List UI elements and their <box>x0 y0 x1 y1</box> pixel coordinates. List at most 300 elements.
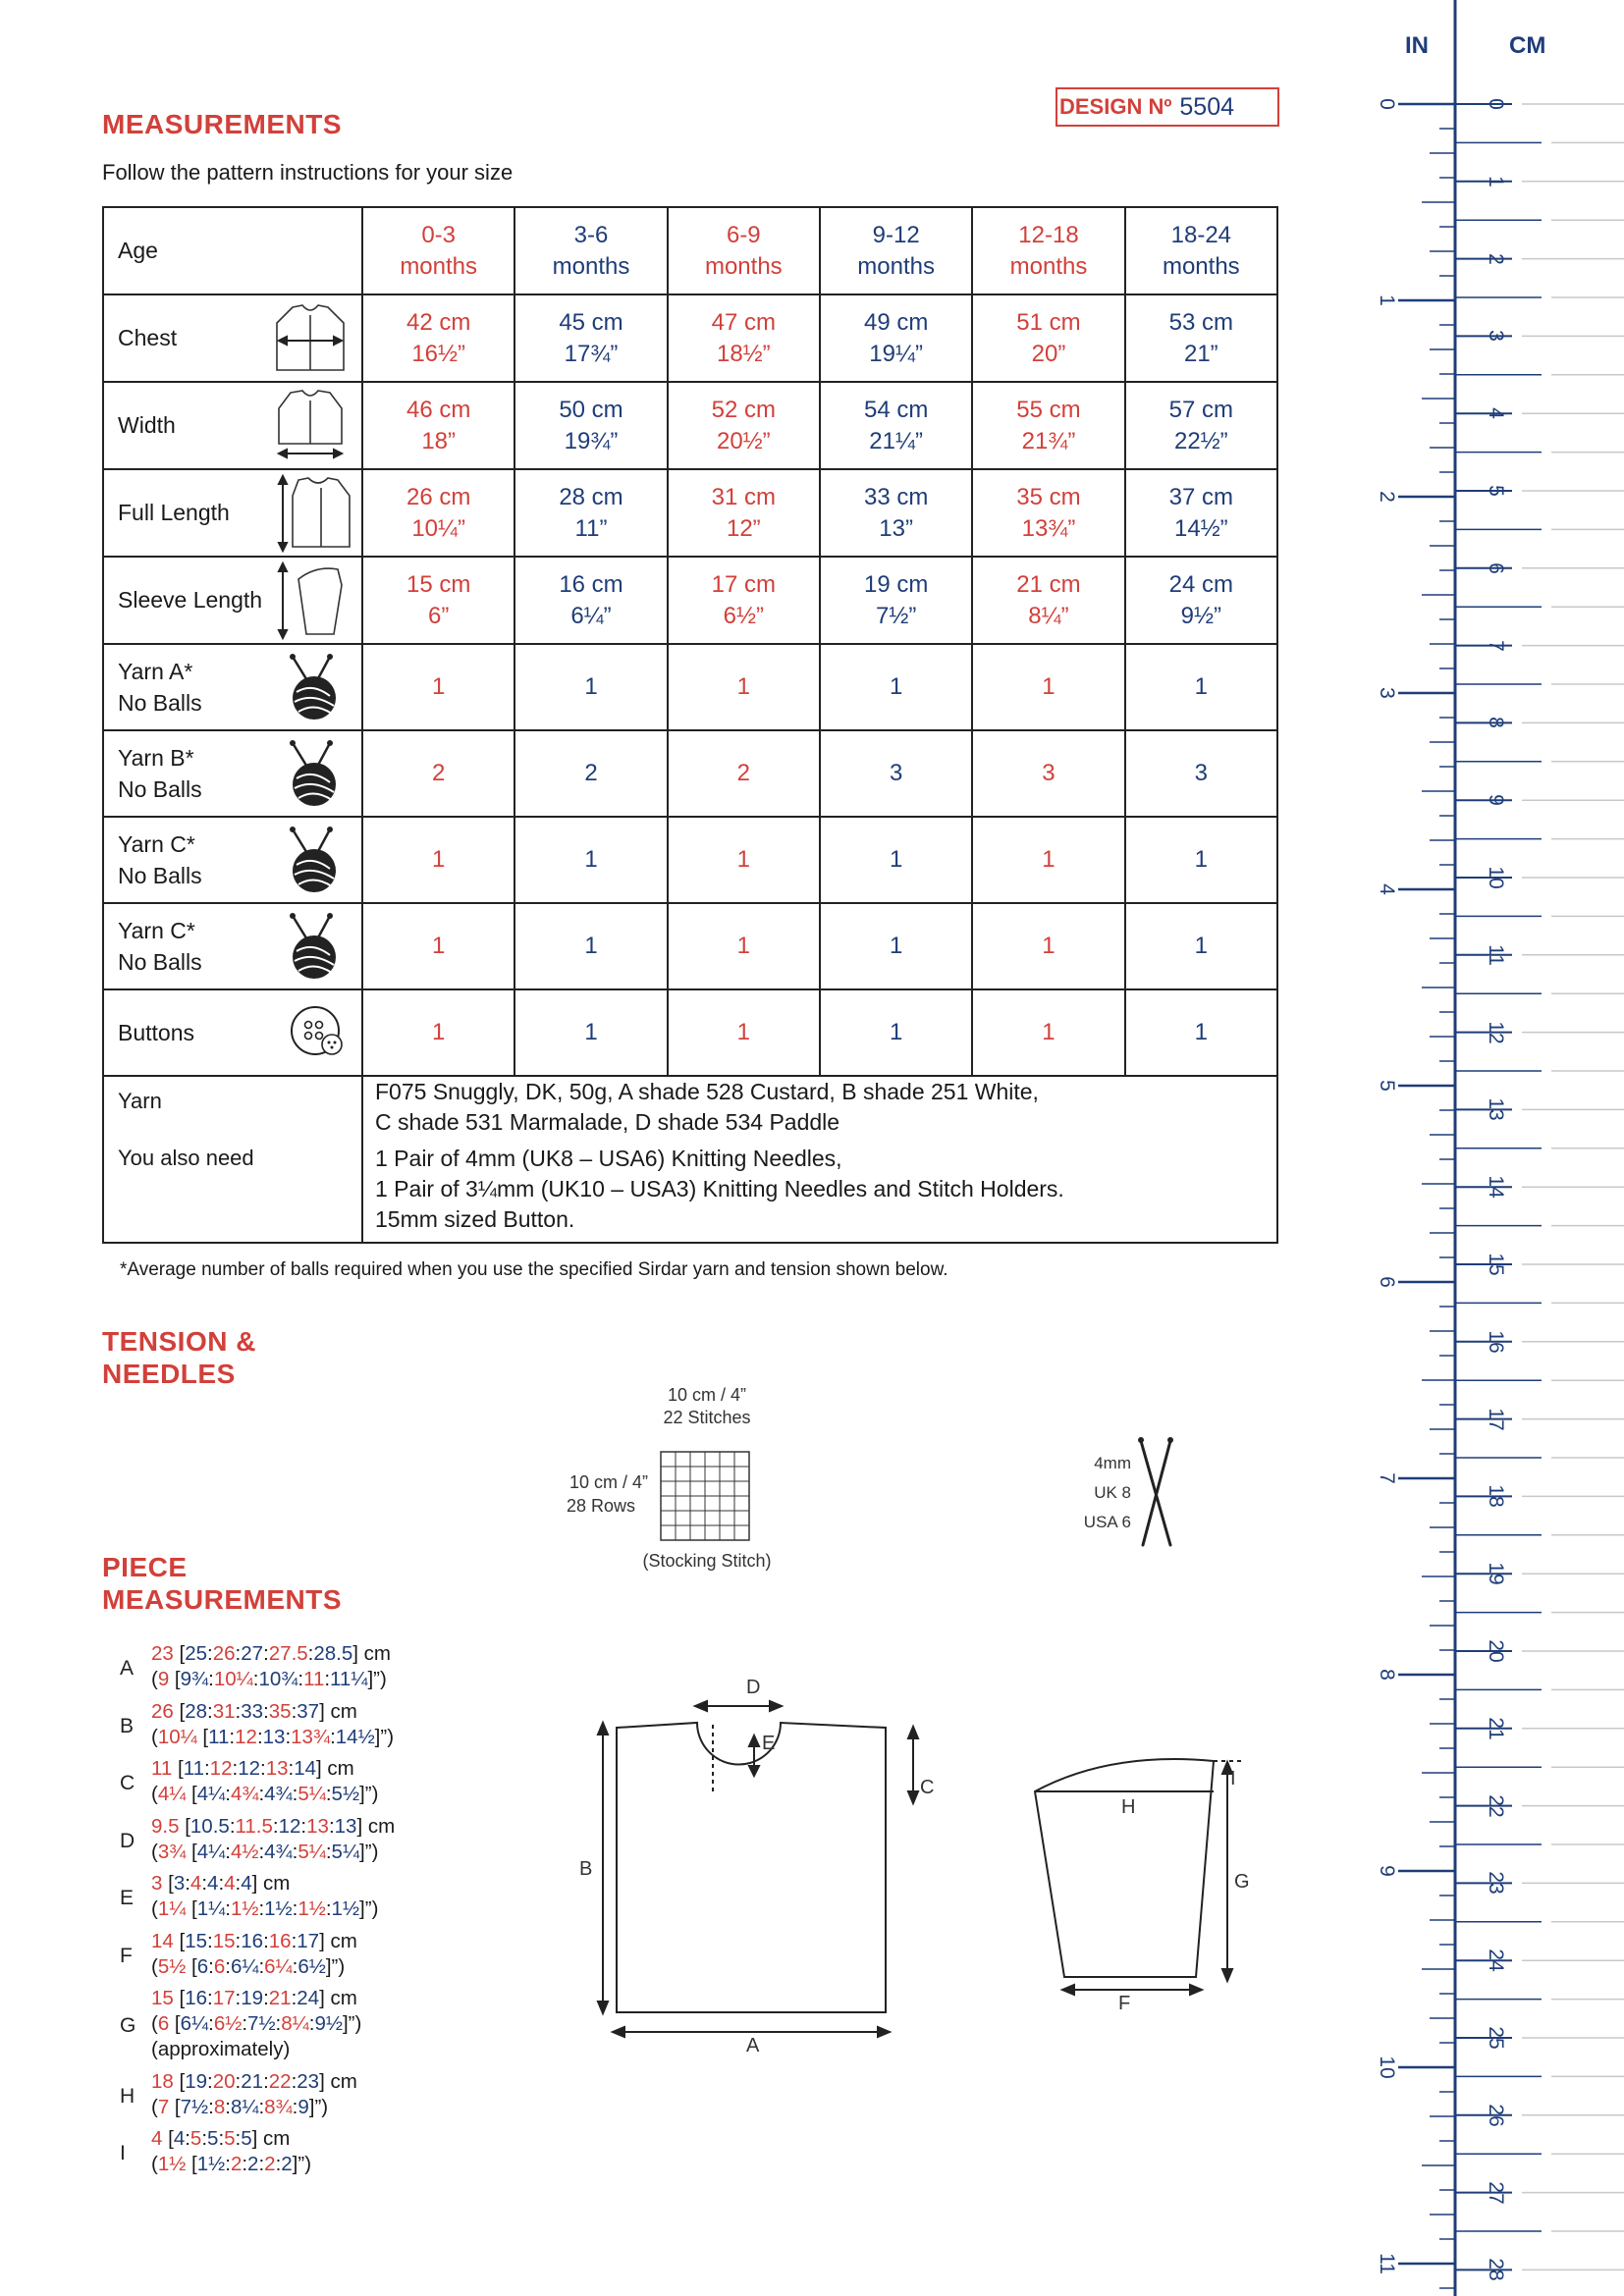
table-row <box>103 817 1277 903</box>
size-value: 5¼ <box>298 1841 326 1863</box>
inch-value: 16½” <box>411 340 466 367</box>
table-cell <box>514 557 667 644</box>
yarn-ball-icon <box>283 912 342 990</box>
cm-value: 57 cm <box>1168 396 1233 423</box>
size-value: 37 <box>297 1700 320 1723</box>
size-value: 13 <box>334 1815 357 1838</box>
inch-value: 17¾” <box>564 340 619 367</box>
imperial-line: (10¼ [11:12:13:13¾:14½]”) <box>151 1726 395 1748</box>
size-value: 2 <box>281 2153 293 2175</box>
row-label-cell <box>103 903 362 989</box>
table-cell <box>972 469 1124 557</box>
size-range: 18-24 <box>1170 221 1232 248</box>
size-header <box>820 207 972 294</box>
size-value: 24 <box>297 1987 320 2009</box>
label-d: D <box>746 1677 761 1698</box>
inch-number: 6 <box>1376 1276 1398 1288</box>
size-value: 4 <box>151 2127 163 2150</box>
inch-number: 0 <box>1376 98 1398 110</box>
width-garment-icon <box>273 389 348 469</box>
inch-value: 12” <box>726 514 761 542</box>
size-value: 1½ <box>230 1897 259 1920</box>
table-cell: 1 <box>820 989 972 1076</box>
size-value: 7½ <box>247 2012 276 2035</box>
size-value: 15 <box>212 1930 236 1952</box>
need-text: 1 Pair of 3¼mm (UK10 – USA3) Knitting Needles and Stitch Holders. <box>375 1176 1064 1201</box>
design-label: DESIGN Nº <box>1059 94 1172 119</box>
size-value: 5 <box>189 2127 202 2150</box>
table-cell <box>972 382 1124 469</box>
size-value: 6 <box>213 1955 226 1978</box>
table-cell <box>668 469 820 557</box>
table-cell: 1 <box>972 644 1124 730</box>
inch-value: 20½” <box>716 427 771 454</box>
needle-uk: UK 8 <box>1094 1483 1131 1502</box>
table-cell <box>362 469 514 557</box>
size-value: 6¼ <box>180 2012 209 2035</box>
tension-left-line1: 10 cm / 4” <box>568 1472 648 1492</box>
table-cell <box>820 382 972 469</box>
size-value: 21 <box>241 2070 264 2093</box>
measurements-table <box>102 206 1278 1244</box>
label-g: G <box>1234 1871 1250 1893</box>
piece-heading-line1: PIECE <box>102 1552 188 1582</box>
measurements-heading: MEASUREMENTS <box>102 109 343 139</box>
cm-value: 46 cm <box>406 396 471 423</box>
cm-number: 13 <box>1485 1097 1507 1122</box>
button-icon <box>289 1004 348 1065</box>
table-row <box>103 989 1277 1076</box>
cm-value: 42 cm <box>406 308 471 336</box>
label-e: E <box>762 1733 776 1754</box>
size-value: 1½ <box>331 1897 360 1920</box>
cm-value: 50 cm <box>559 396 623 423</box>
table-cell: 1 <box>362 989 514 1076</box>
size-value: 2 <box>247 2153 259 2175</box>
cm-value: 35 cm <box>1016 483 1081 510</box>
cm-number: 14 <box>1485 1175 1507 1199</box>
metric-line: 4 [4:5:5:5:5] cm <box>151 2127 291 2150</box>
table-cell <box>668 557 820 644</box>
cm-value: 33 cm <box>863 483 929 510</box>
size-range: 12-18 <box>1018 221 1079 248</box>
need-text: 15mm sized Button. <box>375 1206 575 1232</box>
size-header <box>972 207 1124 294</box>
size-value: 6½ <box>213 2012 243 2035</box>
size-value: 1½ <box>157 2153 187 2175</box>
cm-value: 47 cm <box>711 308 776 336</box>
table-cell: 1 <box>514 903 667 989</box>
metric-line: 18 [19:20:21:22:23] cm <box>151 2070 357 2093</box>
size-value: 5 <box>241 2127 252 2150</box>
piece-letter: E <box>120 1887 135 1909</box>
size-value: 8¾ <box>264 2096 293 2118</box>
size-value: 1½ <box>264 1897 293 1920</box>
table-cell <box>514 294 667 382</box>
inch-value: 20” <box>1031 340 1066 367</box>
knitting-needles-icon <box>1137 1435 1176 1551</box>
cm-number: 28 <box>1485 2258 1507 2282</box>
inch-value: 19¾” <box>564 427 619 454</box>
size-value: 19 <box>241 1987 264 2009</box>
label-h: H <box>1121 1796 1136 1818</box>
size-value: 4¾ <box>264 1783 293 1805</box>
metric-line: 11 [11:12:12:13:14] cm <box>151 1757 354 1780</box>
size-value: 14 <box>294 1757 317 1780</box>
cm-value: 15 cm <box>406 570 471 598</box>
size-value: 26 <box>151 1700 174 1723</box>
size-value: 16 <box>185 1987 208 2009</box>
inch-number: 11 <box>1376 2253 1398 2274</box>
cm-number: 0 <box>1485 98 1507 110</box>
size-value: 11 <box>303 1668 325 1690</box>
cm-number: 3 <box>1485 330 1507 343</box>
size-range: 0-3 <box>421 221 456 248</box>
cm-number: 10 <box>1485 866 1507 889</box>
size-value: 4 <box>207 1872 219 1895</box>
metric-line: 23 [25:26:27:27.5:28.5] cm <box>151 1642 392 1665</box>
table-cell <box>1125 469 1277 557</box>
size-value: 15 <box>185 1930 208 1952</box>
cm-value: 52 cm <box>711 396 776 423</box>
inch-value: 6” <box>427 602 450 629</box>
cm-number: 7 <box>1485 639 1507 652</box>
need-text: 1 Pair of 4mm (UK8 – USA6) Knitting Needles, <box>375 1146 842 1171</box>
chest-garment-icon <box>273 301 348 382</box>
table-row <box>103 903 1277 989</box>
size-value: 4 <box>189 1872 202 1895</box>
cm-number: 20 <box>1485 1639 1507 1663</box>
size-value: 6 <box>196 1955 209 1978</box>
size-value: 14 <box>151 1930 174 1952</box>
cm-number: 27 <box>1485 2180 1507 2205</box>
design-number-box <box>1056 87 1279 127</box>
inch-number: 7 <box>1376 1472 1398 1484</box>
size-value: 2 <box>230 2153 243 2175</box>
size-value: 1¼ <box>196 1897 226 1920</box>
piece-letter: D <box>120 1830 135 1852</box>
table-cell <box>972 294 1124 382</box>
size-value: 33 <box>241 1700 264 1723</box>
table-header-row <box>103 207 1277 294</box>
cm-value: 21 cm <box>1016 570 1081 598</box>
cm-value: 17 cm <box>711 570 776 598</box>
row-label: Width <box>118 412 176 438</box>
size-range: 6-9 <box>726 221 761 248</box>
also-need-label: You also need <box>118 1146 254 1170</box>
size-value: 22 <box>268 2070 292 2093</box>
size-value: 5½ <box>157 1955 187 1978</box>
cm-value: 19 cm <box>863 570 929 598</box>
inch-number: 2 <box>1376 491 1398 503</box>
cm-value: 45 cm <box>559 308 623 336</box>
cm-number: 21 <box>1485 1717 1507 1740</box>
inch-value: 21¼” <box>869 427 923 454</box>
piece-letter: I <box>120 2142 126 2164</box>
size-value: 28.5 <box>313 1642 353 1665</box>
length-garment-icon <box>277 474 352 559</box>
imperial-line: (6 [6¼:6½:7½:8¼:9½]”) <box>151 2012 362 2035</box>
size-value: 23 <box>151 1642 174 1665</box>
table-cell <box>362 294 514 382</box>
piece-letter: C <box>120 1772 135 1794</box>
size-value: 13 <box>306 1815 329 1838</box>
yarn-info-text <box>362 1076 1277 1243</box>
age-label: Age <box>103 207 362 294</box>
tension-heading-line1: TENSION & <box>102 1326 256 1357</box>
table-cell: 1 <box>362 817 514 903</box>
piece-measurements-heading <box>102 1551 342 1616</box>
label-c: C <box>920 1777 935 1798</box>
cm-number: 22 <box>1485 1793 1507 1818</box>
unit: cm <box>257 2127 291 2150</box>
cm-value: 51 cm <box>1016 308 1081 336</box>
size-unit: months <box>857 252 935 280</box>
unit: cm <box>357 1642 392 1665</box>
table-row <box>103 294 1277 382</box>
size-value: 4¼ <box>196 1841 226 1863</box>
needle-size: 4mm <box>1094 1454 1131 1472</box>
size-value: 27 <box>241 1642 264 1665</box>
table-cell <box>820 557 972 644</box>
table-cell <box>1125 382 1277 469</box>
sleeve-garment-icon <box>277 561 352 646</box>
size-value: 16 <box>268 1930 292 1952</box>
size-value: 11¼ <box>330 1668 368 1690</box>
table-cell <box>362 382 514 469</box>
table-cell: 1 <box>514 989 667 1076</box>
tension-grid-icon <box>660 1451 750 1541</box>
label-b: B <box>579 1858 593 1880</box>
size-value: 12 <box>209 1757 233 1780</box>
body-piece-diagram <box>579 1674 952 2056</box>
row-label-cell <box>103 730 362 817</box>
cm-number: 18 <box>1485 1484 1507 1509</box>
size-value: 8 <box>213 2096 226 2118</box>
cm-number: 15 <box>1485 1253 1507 1276</box>
label-a: A <box>746 2035 760 2056</box>
size-range: 9-12 <box>872 221 920 248</box>
yarn-label: Yarn A* <box>118 659 193 684</box>
row-label-cell <box>103 644 362 730</box>
cm-number: 8 <box>1485 717 1507 729</box>
balls-label: No Balls <box>118 863 202 888</box>
yarn-label: Yarn B* <box>118 745 194 771</box>
inch-number: 3 <box>1376 687 1398 699</box>
intro-text: Follow the pattern instructions for your size <box>102 160 514 185</box>
inch-value: 6½” <box>723 602 764 629</box>
yarn-info-labels <box>103 1076 362 1243</box>
size-value: 12 <box>238 1757 260 1780</box>
size-value: 17 <box>212 1987 236 2009</box>
balls-label: No Balls <box>118 776 202 802</box>
size-unit: months <box>1009 252 1088 280</box>
size-value: 5 <box>224 2127 236 2150</box>
tension-caption: (Stocking Stitch) <box>642 1551 772 1571</box>
table-cell: 3 <box>972 730 1124 817</box>
size-value: 11 <box>208 1726 230 1748</box>
cm-number: 24 <box>1485 1949 1507 1972</box>
label-f: F <box>1118 1993 1131 2014</box>
size-unit: months <box>400 252 478 280</box>
metric-line: 15 [16:17:19:21:24] cm <box>151 1987 357 2009</box>
size-value: 15 <box>151 1987 174 2009</box>
unit: cm <box>362 1815 396 1838</box>
cm-value: 53 cm <box>1168 308 1233 336</box>
metric-line: 3 [3:4:4:4:4] cm <box>151 1872 291 1895</box>
cm-number: 1 <box>1485 175 1507 187</box>
metric-line: 14 [15:15:16:16:17] cm <box>151 1930 357 1952</box>
table-row <box>103 730 1277 817</box>
table-cell: 1 <box>820 644 972 730</box>
size-range: 3-6 <box>573 221 609 248</box>
inch-value: 22½” <box>1173 427 1228 454</box>
size-value: 1½ <box>196 2153 226 2175</box>
cm-number: 26 <box>1485 2104 1507 2127</box>
imperial-line: (1½ [1½:2:2:2:2]”) <box>151 2153 312 2175</box>
table-cell: 2 <box>362 730 514 817</box>
table-row <box>103 644 1277 730</box>
yarn-text: C shade 531 Marmalade, D shade 534 Paddle <box>375 1109 840 1135</box>
table-cell: 1 <box>1125 817 1277 903</box>
size-value: 1¼ <box>157 1897 187 1920</box>
table-cell: 3 <box>1125 730 1277 817</box>
size-value: 13¾ <box>291 1726 331 1748</box>
piece-letter: B <box>120 1715 135 1737</box>
size-value: 4¼ <box>157 1783 187 1805</box>
size-value: 13 <box>265 1757 289 1780</box>
row-label-cell <box>103 382 362 469</box>
size-value: 6¼ <box>264 1955 293 1978</box>
cm-value: 28 cm <box>559 483 623 510</box>
yarn-label: Yarn C* <box>118 831 195 857</box>
table-cell: 1 <box>514 644 667 730</box>
cm-number: 5 <box>1485 485 1507 497</box>
table-cell: 1 <box>362 644 514 730</box>
table-cell <box>1125 557 1277 644</box>
size-header <box>514 207 667 294</box>
table-cell: 2 <box>668 730 820 817</box>
size-value: 4¾ <box>264 1841 293 1863</box>
size-value: 3¾ <box>157 1841 187 1863</box>
size-value: 5½ <box>331 1783 360 1805</box>
table-row <box>103 557 1277 644</box>
size-value: 5¼ <box>298 1783 326 1805</box>
size-value: 25 <box>185 1642 208 1665</box>
inch-value: 21¾” <box>1021 427 1076 454</box>
table-cell: 3 <box>820 730 972 817</box>
cm-value: 16 cm <box>559 570 623 598</box>
inch-number: 8 <box>1376 1669 1398 1681</box>
cm-number: 19 <box>1485 1562 1507 1585</box>
size-value: 18 <box>151 2070 174 2093</box>
footnote: *Average number of balls required when you use the specified Sirdar yarn and tension shown below. <box>120 1259 948 1280</box>
ruler-in-label: IN <box>1405 32 1429 59</box>
table-cell <box>820 469 972 557</box>
imperial-line: (3¾ [4¼:4½:4¾:5¼:5¼]”) <box>151 1841 379 1863</box>
inch-value: 11” <box>574 514 608 542</box>
tension-heading-line2: NEEDLES <box>102 1359 236 1389</box>
size-value: 6 <box>157 2012 170 2035</box>
size-value: 9¾ <box>180 1668 209 1690</box>
size-value: 2 <box>264 2153 276 2175</box>
inch-number: 4 <box>1376 883 1398 895</box>
size-value: 6¼ <box>230 1955 259 1978</box>
cm-value: 31 cm <box>711 483 776 510</box>
inch-value: 10¼” <box>411 514 466 542</box>
inch-number: 9 <box>1376 1865 1398 1877</box>
inch-value: 6¼” <box>570 602 612 629</box>
table-cell <box>362 557 514 644</box>
imperial-line: (1¼ [1¼:1½:1½:1½:1½]”) <box>151 1897 379 1920</box>
size-value: 20 <box>212 2070 236 2093</box>
size-value: 11 <box>151 1757 173 1780</box>
design-number: 5504 <box>1179 92 1235 121</box>
size-value: 4 <box>173 2127 186 2150</box>
balls-label: No Balls <box>118 949 202 975</box>
ruler-cm-label: CM <box>1509 32 1546 59</box>
size-value: 9 <box>157 1668 170 1690</box>
inch-value: 19¼” <box>869 340 923 367</box>
size-header <box>362 207 514 294</box>
size-unit: months <box>704 252 783 280</box>
cm-number: 23 <box>1485 1871 1507 1896</box>
size-value: 3 <box>173 1872 186 1895</box>
table-cell: 1 <box>820 817 972 903</box>
table-cell: 1 <box>972 903 1124 989</box>
table-cell: 1 <box>820 903 972 989</box>
table-cell: 1 <box>362 903 514 989</box>
size-value: 10¼ <box>157 1726 197 1748</box>
table-cell <box>514 469 667 557</box>
table-cell <box>668 382 820 469</box>
sleeve-piece-diagram <box>1031 1747 1257 2002</box>
cm-value: 54 cm <box>863 396 929 423</box>
size-value: 9.5 <box>151 1815 180 1838</box>
inch-number: 5 <box>1376 1080 1398 1092</box>
label-i: I <box>1230 1768 1236 1789</box>
size-value: 8¼ <box>281 2012 309 2035</box>
size-value: 21 <box>268 1987 292 2009</box>
yarn-label: Yarn <box>118 1089 162 1113</box>
size-value: 12 <box>235 1726 257 1748</box>
metric-line: 9.5 [10.5:11.5:12:13:13] cm <box>151 1815 396 1838</box>
cm-number: 2 <box>1485 252 1507 265</box>
yarn-text: F075 Snuggly, DK, 50g, A shade 528 Custard, B shade 251 White, <box>375 1079 1039 1104</box>
size-value: 4¼ <box>196 1783 226 1805</box>
row-label-cell <box>103 469 362 557</box>
table-cell: 2 <box>514 730 667 817</box>
size-value: 10.5 <box>189 1815 230 1838</box>
size-value: 7 <box>157 2096 170 2118</box>
cm-number: 11 <box>1485 943 1507 966</box>
size-value: 11.5 <box>235 1815 273 1838</box>
cm-value: 55 cm <box>1016 396 1081 423</box>
imperial-line: (4¼ [4¼:4¾:4¾:5¼:5½]”) <box>151 1783 379 1805</box>
unit: cm <box>324 2070 357 2093</box>
cm-value: 26 cm <box>406 483 471 510</box>
tension-top-line1: 10 cm / 4” <box>667 1385 747 1405</box>
tension-top-line2: 22 Stitches <box>663 1408 751 1427</box>
piece-heading-line2: MEASUREMENTS <box>102 1584 343 1615</box>
size-value: 5¼ <box>331 1841 360 1863</box>
inch-value: 21” <box>1183 340 1218 367</box>
metric-line: 26 [28:31:33:35:37] cm <box>151 1700 357 1723</box>
row-label-cell <box>103 989 362 1076</box>
yarn-ball-icon <box>283 739 342 818</box>
table-cell: 1 <box>668 817 820 903</box>
unit: cm <box>321 1757 354 1780</box>
